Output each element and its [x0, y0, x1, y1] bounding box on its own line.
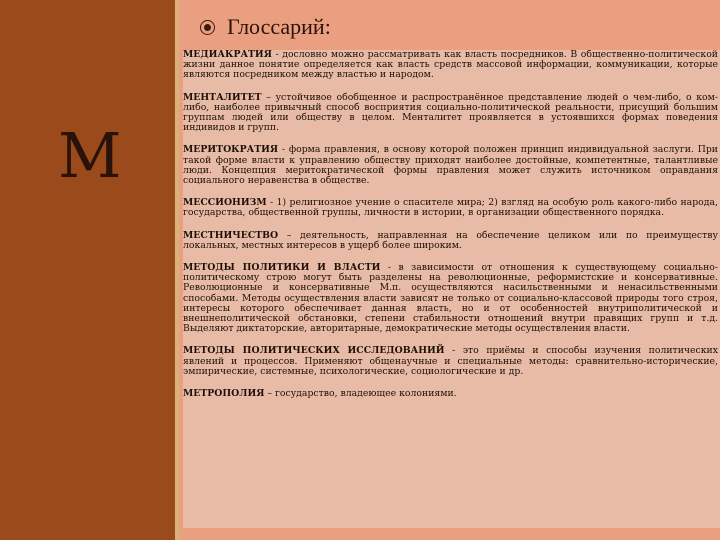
entry-definition: - это приёмы и способы изучения политических явлений и процессов. Применяют общенаучные и специальные методы: сравнительно-исторические, эмпирические, системные, психологические, социологические и др. — [183, 345, 719, 377]
entry-definition: – устойчивое обобщенное и распространённое представление людей о чем-либо, о ком-либо, наиболее привычный способ восприятия социально-политической реальности, присущий большим группам людей или обществу в целом. Менталитет проявляется в устоявшихся формах поведения индивидов и групп. — [183, 91, 718, 134]
glossary-entry — [183, 346, 720, 377]
entry-term: МЕДИАКРАТИЯ — [183, 50, 272, 60]
entry-definition: - 1) религиозное учение о спасителе мира; 2) взгляд на особую роль какого-либо народа, государства, общественной группы, личности в истории, в организации общественного порядка. — [183, 197, 718, 219]
glossary-document — [183, 50, 720, 528]
entry-definition: – государство, владеющее колониями. — [264, 388, 457, 400]
glossary-entry — [183, 263, 720, 334]
bullet-icon — [200, 20, 215, 35]
entry-term: МЕРИТОКРАТИЯ — [183, 144, 279, 156]
glossary-entry — [183, 50, 720, 81]
title-row — [200, 12, 331, 42]
entry-term: МЕНТАЛИТЕТ — [183, 91, 262, 103]
entry-term: МЕТОДЫ ПОЛИТИКИ И ВЛАСТИ — [183, 262, 381, 274]
entry-term: МЕССИОНИЗМ — [183, 197, 267, 209]
slide-title: Глоссарий: — [227, 14, 331, 39]
entry-definition: – деятельность, направленная на обеспечение целиком или по преимуществу локальных, местных интересов в ущерб более широким. — [183, 229, 718, 251]
glossary-entry — [183, 145, 720, 186]
entry-term: МЕТОДЫ ПОЛИТИЧЕСКИХ ИССЛЕДОВАНИЙ — [183, 345, 445, 357]
entry-definition: - дословно можно рассматривать как власть посредников. В общественно-политической жизни данное понятие определяется как власть средств массовой информации, коммуникации, которые являются посредником между властью и народом. — [183, 50, 718, 81]
entry-definition: - в зависимости от отношения к существующему социально-политическому строю могут быть разделены на революционные, реформистские и консервативные. Революционные и консервативные М.п. осуществляются насильственными и ненасильственными способами. Методы осуществления власти зависят не только от социально-классовой природы того строя, интересы которого обеспечивает данная власть, но и от особенностей внутриполитической и внешнеполитической обстановки, степени стабильности отношений внутри правящих групп и т.д. Выделяют диктаторские, авторитарные, демократические методы осуществления власти. — [183, 262, 719, 335]
section-letter: М — [58, 119, 122, 192]
entry-definition: - форма правления, в основу которой положен принцип индивидуальной заслуги. При такой форме власти к управлению обществу приходят наиболее достойные, компетентные, талантливые люди. Концепция меритократической формы правления может служить источником оправдания социального неравенства в обществе. — [183, 144, 718, 187]
glossary-entry — [183, 198, 720, 218]
glossary-entry — [183, 93, 720, 134]
glossary-entry — [183, 231, 720, 251]
left-panel — [0, 0, 175, 540]
entry-term: МЕТРОПОЛИЯ — [183, 388, 265, 400]
entry-term: МЕСТНИЧЕСТВО — [183, 229, 279, 241]
glossary-entry — [183, 389, 720, 399]
